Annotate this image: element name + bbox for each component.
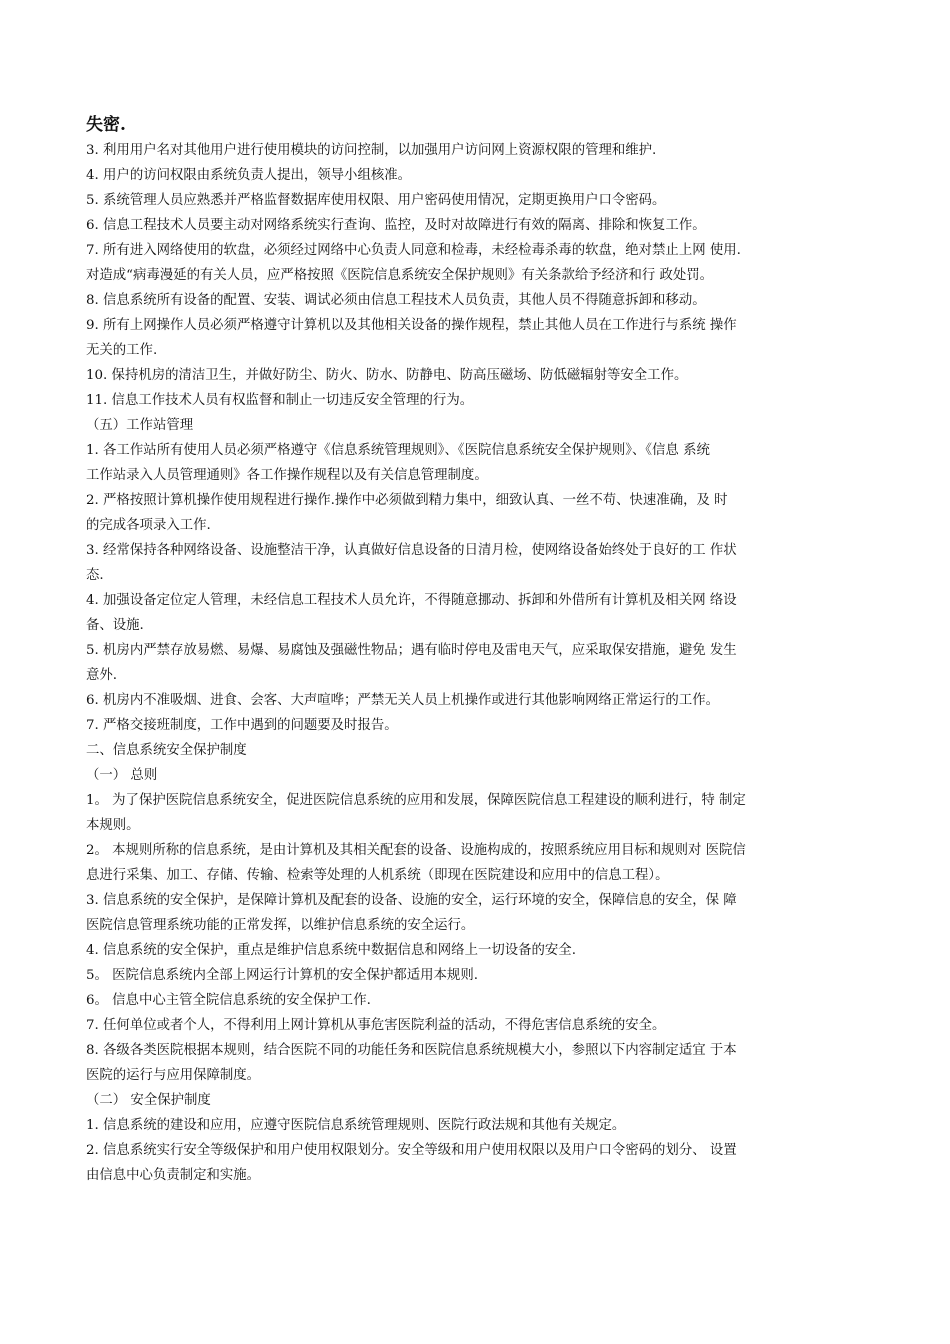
section-heading: （五）工作站管理 bbox=[86, 418, 194, 433]
text-line: 息进行采集、加工、存储、传输、检索等处理的人机系统（即现在医院建设和应用中的信息工程）。 bbox=[86, 868, 669, 883]
text-line: 6. 机房内不准吸烟、进食、会客、大声喧哗；严禁无关人员上机操作或进行其他影响网络正常运行的工作。 bbox=[86, 693, 719, 708]
text-line: 5。 医院信息系统内全部上网运行计算机的安全保护都适用本规则. bbox=[86, 968, 478, 983]
text-line: 2. 严格按照计算机操作使用规程进行操作.操作中必须做到精力集中，细致认真、一丝不苟、快速准确，及 时 bbox=[86, 493, 728, 508]
section-heading: （一） 总则 bbox=[86, 768, 158, 783]
text-line: 6. 信息工程技术人员要主动对网络系统实行查询、监控，及时对故障进行有效的隔离、排除和恢复工作。 bbox=[86, 218, 706, 233]
text-line: 8. 各级各类医院根据本规则，结合医院不同的功能任务和医院信息系统规模大小，参照以下内容制定适宜 于本 bbox=[86, 1043, 737, 1058]
text-line: 由信息中心负责制定和实施。 bbox=[86, 1168, 261, 1183]
text-line: 5. 机房内严禁存放易燃、易爆、易腐蚀及强磁性物品；遇有临时停电及雷电天气，应采取保安措施，避免 发生 bbox=[86, 643, 737, 658]
text-line: 态. bbox=[86, 568, 104, 583]
text-line: 3. 利用用户名对其他用户进行使用模块的访问控制，以加强用户访问网上资源权限的管理和维护. bbox=[86, 143, 657, 158]
text-line: 8. 信息系统所有设备的配置、安装、调试必须由信息工程技术人员负责，其他人员不得随意拆卸和移动。 bbox=[86, 293, 706, 308]
text-line: 1. 信息系统的建设和应用，应遵守医院信息系统管理规则、医院行政法规和其他有关规定。 bbox=[86, 1118, 626, 1133]
text-line: 医院信息管理系统功能的正常发挥，以维护信息系统的安全运行。 bbox=[86, 918, 475, 933]
text-line: 5. 系统管理人员应熟悉并严格监督数据库使用权限、用户密码使用情况，定期更换用户口令密码。 bbox=[86, 193, 666, 208]
text-line: 备、设施. bbox=[86, 618, 144, 633]
text-line: 本规则。 bbox=[86, 818, 140, 833]
text-line: 3. 经常保持各种网络设备、设施整洁干净，认真做好信息设备的日清月检，使网络设备始终处于良好的工 作状 bbox=[86, 543, 737, 558]
chapter-heading: 二、信息系统安全保护制度 bbox=[86, 743, 247, 758]
text-line: 3. 信息系统的安全保护，是保障计算机及配套的设备、设施的安全，运行环境的安全，保障信息的安全，保 障 bbox=[86, 893, 737, 908]
document-page bbox=[86, 112, 876, 1188]
text-line: 9. 所有上网操作人员必须严格遵守计算机以及其他相关设备的操作规程，禁止其他人员在工作进行与系统 操作 bbox=[86, 318, 737, 333]
section-heading: （二） 安全保护制度 bbox=[86, 1093, 211, 1108]
text-line: 意外. bbox=[86, 668, 118, 683]
text-line: 1。 为了保护医院信息系统安全，促进医院信息系统的应用和发展，保障医院信息工程建设的顺利进行，特 制定 bbox=[86, 793, 746, 808]
text-line: 4. 信息系统的安全保护，重点是维护信息系统中数据信息和网络上一切设备的安全. bbox=[86, 943, 576, 958]
continuation-heading: 失密. bbox=[86, 115, 126, 135]
text-line: 7. 严格交接班制度，工作中遇到的问题要及时报告。 bbox=[86, 718, 398, 733]
text-line: 的完成各项录入工作. bbox=[86, 518, 211, 533]
text-line: 2. 信息系统实行安全等级保护和用户使用权限划分。安全等级和用户使用权限以及用户口令密码的划分、 设置 bbox=[86, 1143, 737, 1158]
text-line: 2。 本规则所称的信息系统，是由计算机及其相关配套的设备、设施构成的，按照系统应用目标和规则对 医院信 bbox=[86, 843, 746, 858]
text-line: 7. 所有进入网络使用的软盘，必须经过网络中心负责人同意和检毒，未经检毒杀毒的软盘，绝对禁止上网 使用. bbox=[86, 243, 741, 258]
text-line: 7. 任何单位或者个人，不得利用上网计算机从事危害医院利益的活动，不得危害信息系统的安全。 bbox=[86, 1018, 666, 1033]
text-line: 10. 保持机房的清洁卫生，并做好防尘、防火、防水、防静电、防高压磁场、防低磁辐射等安全工作。 bbox=[86, 368, 688, 383]
text-line: 4. 用户的访问权限由系统负责人提出，领导小组核准。 bbox=[86, 168, 412, 183]
text-line: 11. 信息工作技术人员有权监督和制止一切违反安全管理的行为。 bbox=[86, 393, 474, 408]
text-line: 工作站录入人员管理通则》各工作操作规程以及有关信息管理制度。 bbox=[86, 468, 488, 483]
text-line: 无关的工作. bbox=[86, 343, 158, 358]
text-line: 对造成“病毒漫延的有关人员，应严格按照《医院信息系统安全保护规则》有关条款给予经济和行 政处罚。 bbox=[86, 268, 714, 283]
text-line: 1. 各工作站所有使用人员必须严格遵守《信息系统管理规则》、《医院信息系统安全保护规则》、《信息 系统 bbox=[86, 443, 710, 458]
text-line: 医院的运行与应用保障制度。 bbox=[86, 1068, 261, 1083]
text-line: 6。 信息中心主管全院信息系统的安全保护工作. bbox=[86, 993, 371, 1008]
text-line: 4. 加强设备定位定人管理，未经信息工程技术人员允许，不得随意挪动、拆卸和外借所有计算机及相关网 络设 bbox=[86, 593, 737, 608]
